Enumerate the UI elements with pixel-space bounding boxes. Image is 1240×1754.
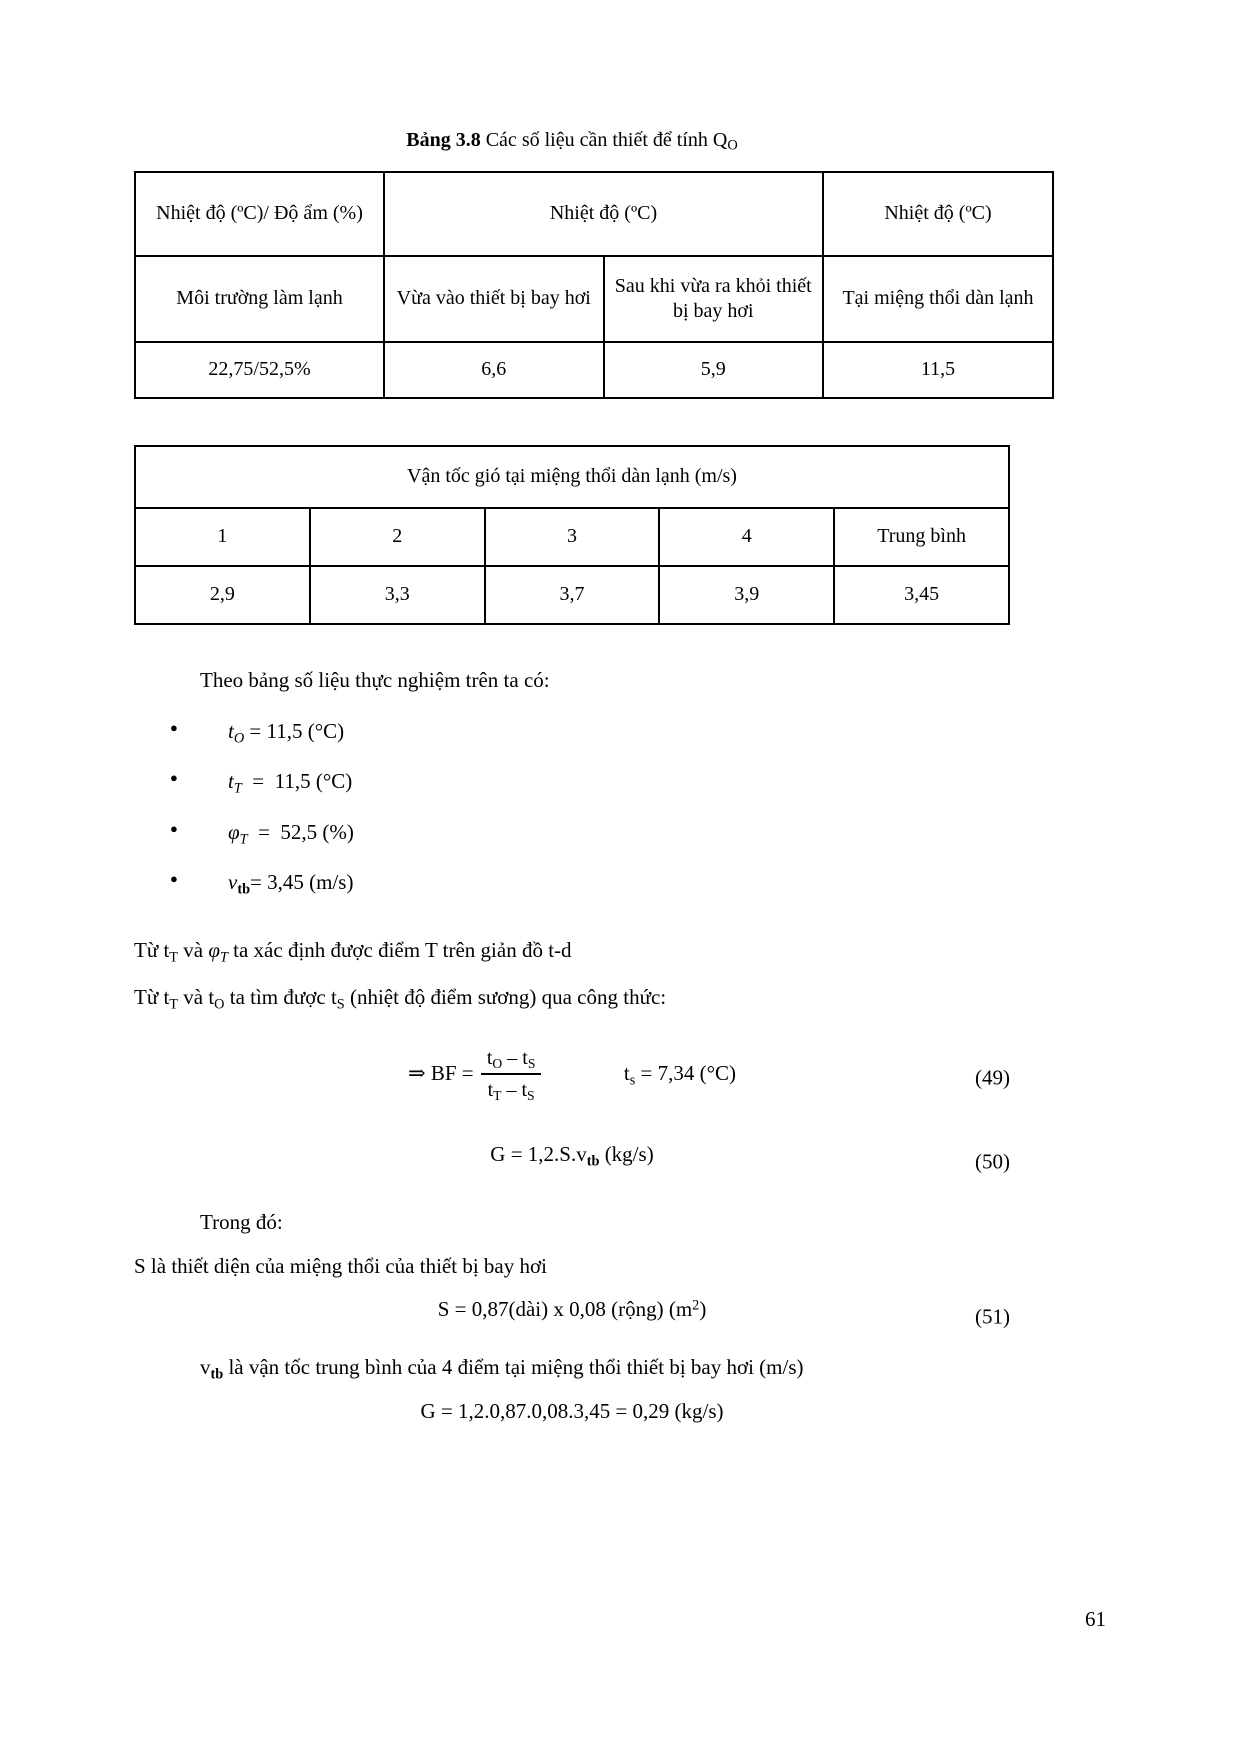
t2-header-2: 2: [310, 508, 485, 566]
p2-sub-1: T: [169, 995, 179, 1012]
eq49-result-var: t: [623, 1060, 630, 1085]
eq49-lhs: BF =: [430, 1060, 474, 1085]
bullet-value: 11,5 (°C): [266, 719, 345, 744]
t2-value-2: 3,3: [310, 566, 485, 624]
list-item: [134, 769, 1010, 797]
eq49-den-a: t: [487, 1079, 494, 1102]
t2-value-4: 3,9: [659, 566, 834, 624]
t1-subheader-col1: Môi trường làm lạnh: [135, 256, 384, 342]
t1-data-col1: 22,75/52,5%: [135, 342, 384, 398]
eq49-fraction: [481, 1045, 542, 1106]
section-gap: [134, 625, 1010, 665]
spacer: [134, 1282, 1010, 1296]
bullet-eq: =: [249, 719, 262, 744]
vdesc-b: là vận tốc trung bình của 4 điểm tại miệng thổi thiết bị bay hơi (m/s): [223, 1354, 804, 1379]
p1-part-c: ta xác định được điểm T trên giản đồ t-d: [227, 937, 572, 962]
t2-header-1: 1: [135, 508, 310, 566]
equation-51: [134, 1296, 1010, 1323]
bullet-var-sub: tb: [237, 881, 251, 898]
eq49-result-group: [624, 1060, 736, 1090]
spacer: [134, 1183, 1010, 1207]
t1-data-col4: 11,5: [823, 342, 1053, 398]
eq49-num-b-sub: S: [527, 1055, 536, 1071]
table-3-8: [134, 171, 1054, 399]
table-wind-speed: [134, 445, 1010, 625]
spacer: [134, 921, 1010, 935]
paragraph-s-description: S là thiết diện của miệng thổi của thiết bị bay hơi: [134, 1254, 547, 1279]
bullet-var: v: [228, 870, 238, 895]
bullet-eq: =: [250, 870, 262, 895]
table-row: [135, 446, 1009, 508]
caption-subscript: O: [727, 137, 738, 154]
p2-part-d: (nhiệt độ điểm sương) qua công thức:: [344, 984, 667, 1009]
eq51-text-a: S = 0,87(dài) x 0,08 (rộng) (m: [437, 1296, 693, 1321]
t1-data-col2: 6,6: [384, 342, 604, 398]
list-item: [134, 820, 1010, 848]
spacer: [134, 1117, 1010, 1141]
page-content: [134, 0, 1034, 1440]
table-gap: [134, 399, 1010, 445]
equation-number-51: (51): [975, 1304, 1010, 1328]
t1-header-col3: Nhiệt độ (ºC): [823, 172, 1053, 256]
p1-part-b: và: [178, 937, 209, 962]
eq49-num-minus: –: [507, 1046, 518, 1069]
eq50-sub: tb: [586, 1152, 600, 1169]
spacer: [134, 1237, 1010, 1251]
bullet-var-sub: T: [239, 831, 248, 848]
spacer: [134, 695, 1010, 719]
table-row: [135, 508, 1009, 566]
p1-phi: φ: [208, 937, 220, 962]
eq49-den-minus: –: [506, 1079, 517, 1102]
page-number: 61: [1085, 1607, 1106, 1631]
t2-header-5: Trung bình: [834, 508, 1009, 566]
paragraph-diagram-t-d: [134, 935, 1010, 968]
caption-rest: Các số liệu cần thiết để tính Q: [485, 129, 728, 151]
t1-header-col1: Nhiệt độ (ºC)/ Độ ẩm (%): [135, 172, 384, 256]
bullet-value: 11,5 (°C): [274, 769, 353, 794]
bullet-var-sub: T: [233, 780, 242, 797]
t1-subheader-col2: Vừa vào thiết bị bay hơi: [384, 256, 604, 342]
t1-subheader-col3: Sau khi vừa ra khỏi thiết bị bay hơi: [604, 256, 824, 342]
list-item: [134, 870, 1010, 898]
t2-header-3: 3: [485, 508, 660, 566]
p1-sub-1: T: [169, 948, 179, 965]
eq49-arrow: ⇒: [407, 1060, 426, 1085]
eq49-num-a-sub: O: [492, 1055, 503, 1071]
table-row: [135, 172, 1053, 256]
bullet-var: t: [228, 719, 234, 744]
eq49-den-b: t: [521, 1079, 528, 1102]
eq49-num-b: t: [522, 1046, 528, 1069]
p2-part-c: ta tìm được t: [224, 984, 337, 1009]
spacer: [134, 1015, 1010, 1039]
value-bullet-list: [134, 719, 1010, 899]
table-row: [135, 566, 1009, 624]
eq49-den-a-sub: T: [493, 1088, 502, 1104]
t2-value-5: 3,45: [834, 566, 1009, 624]
eq51-sup: 2: [692, 1297, 700, 1314]
spacer: [134, 1384, 1010, 1398]
t2-header-4: 4: [659, 508, 834, 566]
bullet-value: 52,5 (%): [280, 819, 354, 844]
equation-51-row: [134, 1296, 1010, 1338]
t2-value-3: 3,7: [485, 566, 660, 624]
paragraph-trong-do: Trong đó:: [200, 1209, 283, 1234]
eq49-den-b-sub: S: [527, 1088, 535, 1104]
equation-number-49: (49): [975, 1065, 1010, 1090]
equation-49-row: [134, 1039, 1010, 1117]
eq49-result-sub: s: [629, 1072, 636, 1089]
table-caption: [134, 128, 1010, 155]
p1-part-a: Từ t: [134, 937, 170, 962]
paragraph-dew-point: [134, 982, 1010, 1015]
vdesc-sub: tb: [210, 1365, 224, 1382]
t1-data-col3: 5,9: [604, 342, 824, 398]
bullet-var-sub: O: [233, 730, 245, 747]
t2-title: Vận tốc gió tại miệng thổi dàn lạnh (m/s): [135, 446, 1009, 508]
bullet-eq: =: [258, 819, 270, 844]
equation-final-row: [134, 1398, 1010, 1440]
equation-49: [134, 1039, 1010, 1106]
equation-number-50: (50): [975, 1149, 1010, 1174]
equation-50: [134, 1141, 1010, 1171]
p1-sub-2: T: [219, 948, 228, 965]
eq51-text-b: ): [699, 1296, 707, 1321]
bullet-var: t: [228, 769, 234, 794]
t1-subheader-col4: Tại miệng thổi dàn lạnh: [823, 256, 1053, 342]
spacer: [134, 968, 1010, 982]
table-row: [135, 342, 1053, 398]
eq49-denominator: [481, 1075, 542, 1105]
eq49-numerator: [481, 1045, 542, 1076]
p2-part-a: Từ t: [134, 984, 170, 1009]
t2-value-1: 2,9: [135, 566, 310, 624]
vdesc-a: v: [200, 1354, 211, 1379]
spacer: [134, 1338, 1010, 1352]
eq49-result: = 7,34 (°C): [640, 1060, 737, 1085]
eq50-text-b: (kg/s): [599, 1141, 654, 1166]
paragraph-vtb-description: [134, 1352, 1010, 1385]
bullet-eq: =: [252, 769, 265, 794]
eq50-text-a: G = 1,2.S.v: [490, 1141, 587, 1166]
table-row: [135, 256, 1053, 342]
p2-sub-3: S: [336, 995, 345, 1012]
equation-50-row: [134, 1141, 1010, 1183]
t1-header-col2: Nhiệt độ (ºC): [384, 172, 823, 256]
eq49-num-a: t: [486, 1046, 493, 1069]
list-item: [134, 719, 1010, 747]
equation-final: G = 1,2.0,87.0,08.3,45 = 0,29 (kg/s): [420, 1399, 724, 1424]
bullet-var: φ: [228, 819, 240, 844]
p2-sub-2: O: [214, 995, 225, 1012]
intro-paragraph: Theo bảng số liệu thực nghiệm trên ta có:: [200, 667, 550, 692]
bullet-value: 3,45 (m/s): [267, 870, 354, 895]
p2-part-b: và t: [178, 984, 215, 1009]
caption-bold-prefix: Bảng 3.8: [406, 129, 481, 151]
